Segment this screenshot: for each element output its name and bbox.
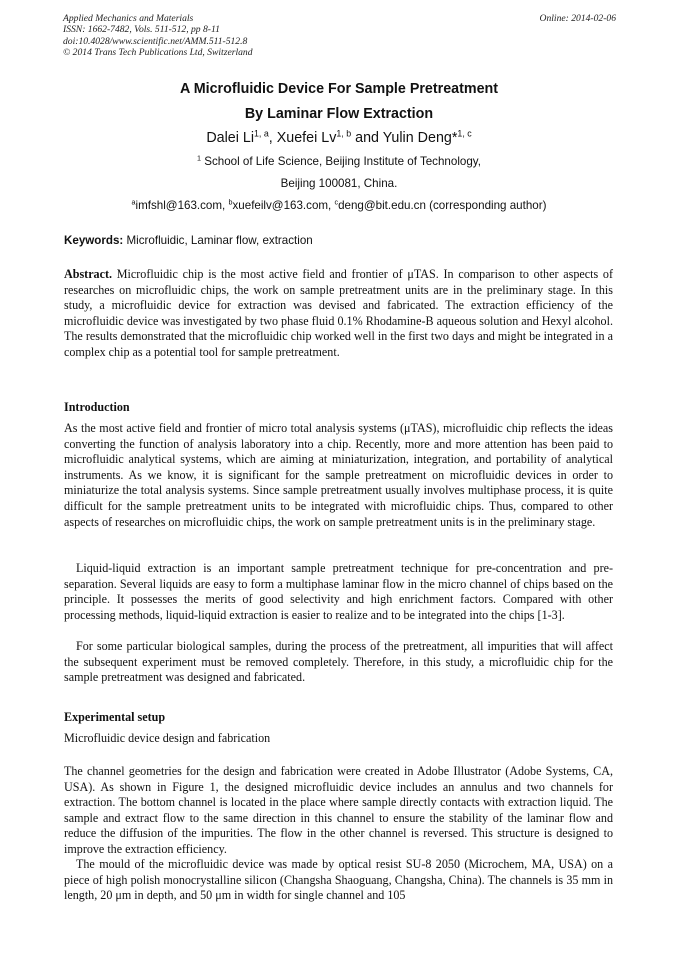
author-affiliation-mark: 1, b — [336, 128, 352, 139]
journal-name: Applied Mechanics and Materials — [63, 13, 194, 24]
email-line — [0, 199, 678, 212]
paper-title-line1: A Microfluidic Device For Sample Pretreatment — [179, 81, 499, 97]
introduction-heading: Introduction — [64, 400, 130, 414]
email-address: imfshl@163.com, — [135, 199, 229, 212]
affiliation-text: School of Life Science, Beijing Institute of Technology, — [204, 155, 481, 168]
paper-title-line2: By Laminar Flow Extraction — [244, 106, 434, 122]
author-affiliation-mark: 1, c — [457, 128, 472, 139]
experimental-paragraph-2: The mould of the microfluidic device was made by optical resist SU-8 2050 (Microchem, MA, USA) on a piece of high polish monocrystalline silicon (Changsha Shaoguang, Changsha, China). The channels is 35 mm in length, 20 μm in depth, and 50 μm in width for single channel and 105 — [64, 857, 613, 903]
abstract-text: Microfluidic chip is the most active field and frontier of μTAS. In comparison to other aspects of researches on microfluidic chips, the work on sample pretreatment units are in the preliminary stage. In this study, a microfluidic device for extraction was devised and fabricated. The extraction efficiency of the microfluidic device was investigated by two phase fluid 0.1% Rhodamine-B aqueous solution and Hexyl alcohol. The results demonstrated that the microfluidic chip worked well in the first two days and might be integrated in a complex chip as a potential tool for sample pretreatment. — [64, 267, 613, 359]
author-name: Yulin Deng* — [382, 130, 458, 146]
introduction-paragraph-3: For some particular biological samples, during the process of the pretreatment, all impurities that will affect the subsequent experiment must be removed completely. Therefore, in this study, a microfluidic chip for the sample pretreatment was designed and fabricated. — [64, 639, 613, 685]
author-list — [0, 130, 678, 146]
doi-line: doi:10.4028/www.scientific.net/AMM.511-512.8 — [63, 35, 248, 47]
author-separator: , — [268, 130, 277, 146]
email-mark: a — [131, 197, 136, 207]
email-address: xuefeilv@163.com, — [232, 199, 335, 212]
affiliation-line2: Beijing 100081, China. — [280, 177, 398, 190]
experimental-subheading: Microfluidic device design and fabrication — [64, 731, 271, 745]
abstract-paragraph — [64, 267, 613, 361]
experimental-paragraph-1: The channel geometries for the design and fabrication were created in Adobe Illustrator (Adobe Systems, CA, USA). As shown in Figure 1, the designed microfluidic device includes an annulus and two channels for extraction. The bottom channel is located in the place where sample directly contacts with extraction liquid. The sample and extract flow to the same direction in this channel to ensure the stability of the laminar flow and reduce the diffusion of the impurities. The flow in the other channel is reversed. This structure is designed to improve the extraction efficiency. — [64, 764, 613, 856]
online-date: Online: 2014-02-06 — [539, 13, 616, 24]
experimental-heading: Experimental setup — [64, 710, 166, 724]
author-separator: and — [351, 130, 383, 146]
keywords-label: Keywords: — [64, 234, 124, 247]
author-name: Dalei Li — [206, 130, 254, 146]
affiliation-line1 — [0, 155, 678, 168]
author-affiliation-mark: 1, a — [254, 128, 269, 139]
affiliation-number: 1 — [197, 153, 202, 163]
introduction-paragraph-2: Liquid-liquid extraction is an important sample pretreatment technique for pre-concentration and pre-separation. Several liquids are easy to form a multiphase laminar flow in the micro channel of chips based on the principle. It possesses the merits of good selectivity and high enrichment factors. Compared with other processing methods, liquid-liquid extraction is easier to realize and to be integrated into the chips [1-3]. — [64, 561, 613, 622]
email-address: deng@bit.edu.cn (corresponding author) — [338, 199, 547, 212]
keywords-line — [64, 234, 313, 247]
journal-header — [63, 13, 253, 59]
abstract-label: Abstract. — [64, 267, 113, 281]
introduction-paragraph-1: As the most active field and frontier of micro total analysis systems (μTAS), microfluidic chip reflects the ideas converting the function of analysis laboratory into a chip. Recently, more and more attention has been paid to microfluidic analytical systems, which are aiming at miniaturization, integration, and portability of analytical instruments. As we know, it is significant for the sample pretreatment on microfluidic devices in order to miniaturize the total analysis systems. Since sample pretreatment usually involves multiphase process, it is quite difficult for the sample pretreatment units to be integrated with microfluidic chips. Thus, compared to other aspects of researches on microfluidic chips, the work on sample pretreatment units is in the preliminary stage. — [64, 421, 613, 529]
keywords-text: Microfluidic, Laminar flow, extraction — [123, 234, 313, 247]
copyright-line: © 2014 Trans Tech Publications Ltd, Switzerland — [63, 47, 253, 59]
email-mark: b — [228, 197, 233, 207]
author-name: Xuefei Lv — [276, 130, 337, 146]
email-mark: c — [334, 197, 339, 207]
issn-line: ISSN: 1662-7482, Vols. 511-512, pp 8-11 — [63, 24, 220, 36]
